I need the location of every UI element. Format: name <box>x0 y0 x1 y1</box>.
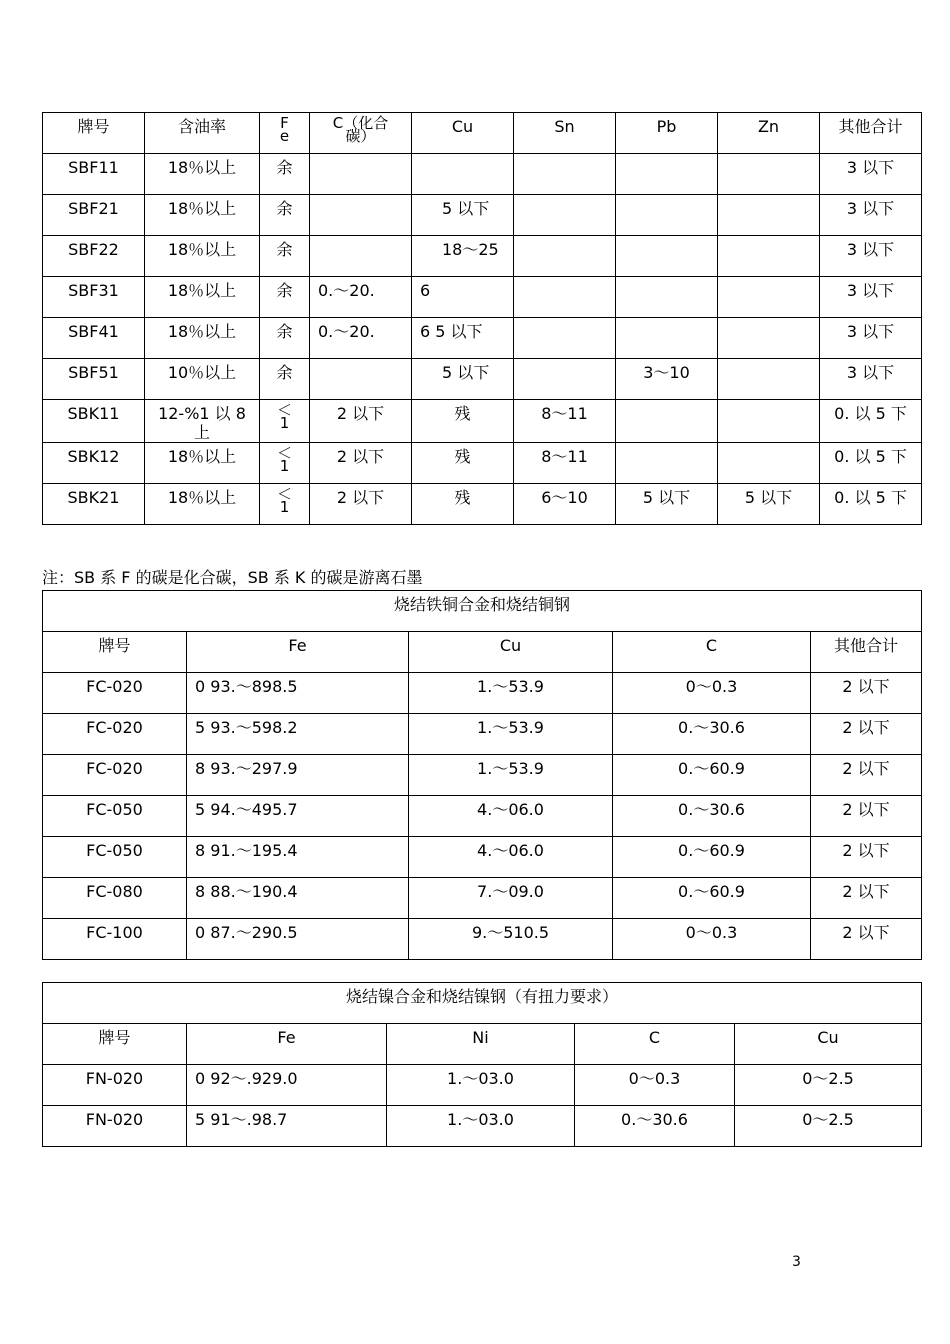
table-cell: 5 以下 <box>718 484 820 525</box>
table-cell <box>718 359 820 400</box>
table-cell: 2 以下 <box>811 837 922 878</box>
table-cell: 6 5 以下 <box>412 318 514 359</box>
table-cell <box>514 359 616 400</box>
table-cell <box>718 195 820 236</box>
page-number: 3 <box>792 1254 801 1270</box>
table-cell <box>514 154 616 195</box>
table-cell: SBF51 <box>43 359 145 400</box>
table-cell: 6～10 <box>514 484 616 525</box>
table-cell: 5 以下 <box>412 359 514 400</box>
table-cell: C <box>613 632 811 673</box>
table-cell: SBK21 <box>43 484 145 525</box>
table-cell: 4.～06.0 <box>409 796 613 837</box>
table-row <box>43 714 922 755</box>
table-cell <box>310 154 412 195</box>
table-cell: 牌号 <box>43 632 187 673</box>
table-cell: 10％以上 <box>145 359 260 400</box>
table-cell: 残 <box>412 443 514 484</box>
table-row <box>43 919 922 960</box>
table-cell: 0.～30.6 <box>613 796 811 837</box>
table-cell: 8～11 <box>514 400 616 443</box>
header-row <box>43 113 922 154</box>
table-cell: 8 93.～297.9 <box>187 755 409 796</box>
table-cell: 2 以下 <box>310 443 412 484</box>
table-cell: SBF21 <box>43 195 145 236</box>
table-cell: 0.～20. <box>310 277 412 318</box>
table-cell: 6 <box>412 277 514 318</box>
table-cell: FC-020 <box>43 714 187 755</box>
table-cell <box>514 236 616 277</box>
table-cell: Pb <box>616 113 718 154</box>
table-cell: SBF11 <box>43 154 145 195</box>
table-cell: 1.～53.9 <box>409 714 613 755</box>
table-cell: 5 94.～495.7 <box>187 796 409 837</box>
table-cell: FC-080 <box>43 878 187 919</box>
table-cell <box>718 443 820 484</box>
table-cell: Cu <box>409 632 613 673</box>
table-cell: 2 以下 <box>310 400 412 443</box>
table-caption: 烧结铁铜合金和烧结铜钢 <box>43 591 922 632</box>
table-row <box>43 484 922 525</box>
table-row <box>43 1065 922 1106</box>
table-cell: 7.～09.0 <box>409 878 613 919</box>
table-cell: 余 <box>260 154 310 195</box>
table-cell: 0～0.3 <box>613 919 811 960</box>
table-cell: Fe <box>187 1024 387 1065</box>
table-cell <box>718 236 820 277</box>
table-cell: 18％以上 <box>145 154 260 195</box>
table-cell: 4.～06.0 <box>409 837 613 878</box>
table-row <box>43 195 922 236</box>
table-cell: 0 92～.929.0 <box>187 1065 387 1106</box>
table-cell: 3 以下 <box>820 318 922 359</box>
iron-copper-alloy-table <box>42 590 922 960</box>
table-cell: FN-020 <box>43 1065 187 1106</box>
table-cell: 1.～03.0 <box>387 1106 575 1147</box>
table-row <box>43 837 922 878</box>
table-cell: SBK12 <box>43 443 145 484</box>
table-cell: 牌号 <box>43 1024 187 1065</box>
table-cell: 牌号 <box>43 113 145 154</box>
table-cell: 5 91～.98.7 <box>187 1106 387 1147</box>
table-cell: ＜ 1 <box>260 484 310 525</box>
table-cell: Ni <box>387 1024 575 1065</box>
table-cell: 余 <box>260 318 310 359</box>
table-cell: 0～2.5 <box>735 1065 922 1106</box>
table-row <box>43 878 922 919</box>
table-cell: 18～25 <box>412 236 514 277</box>
table-cell: 0 87.～290.5 <box>187 919 409 960</box>
table-cell: 0.～30.6 <box>613 714 811 755</box>
table-cell: Sn <box>514 113 616 154</box>
table-cell: 0.～60.9 <box>613 878 811 919</box>
table-row <box>43 673 922 714</box>
table-cell <box>616 154 718 195</box>
table-cell: 0. 以 5 下 <box>820 443 922 484</box>
table-cell: 3 以下 <box>820 277 922 318</box>
table-row <box>43 154 922 195</box>
table-cell: 8 88.～190.4 <box>187 878 409 919</box>
table-row <box>43 277 922 318</box>
table-cell: SBF31 <box>43 277 145 318</box>
table-cell: FC-100 <box>43 919 187 960</box>
table-cell: 18％以上 <box>145 277 260 318</box>
table-cell <box>514 277 616 318</box>
table-cell: 12-%1 以 8 上 <box>145 400 260 443</box>
table-cell: 2 以下 <box>310 484 412 525</box>
table-cell: ＜ 1 <box>260 400 310 443</box>
table-cell: SBF22 <box>43 236 145 277</box>
table-row <box>43 755 922 796</box>
table-cell <box>616 318 718 359</box>
table-cell: 残 <box>412 484 514 525</box>
table-cell: 其他合计 <box>820 113 922 154</box>
table-cell: F e <box>260 113 310 154</box>
table-row <box>43 796 922 837</box>
table-cell: FC-050 <box>43 796 187 837</box>
table-cell: 3 以下 <box>820 154 922 195</box>
table-cell: 0 93.～898.5 <box>187 673 409 714</box>
table-cell <box>718 154 820 195</box>
table-cell: C <box>575 1024 735 1065</box>
table-cell: Fe <box>187 632 409 673</box>
table-cell <box>616 236 718 277</box>
table-cell: 余 <box>260 195 310 236</box>
table-cell: FC-050 <box>43 837 187 878</box>
table-cell: 1.～03.0 <box>387 1065 575 1106</box>
table-cell: 残 <box>412 400 514 443</box>
table-cell: Cu <box>735 1024 922 1065</box>
table-cell <box>310 236 412 277</box>
table-cell: 余 <box>260 277 310 318</box>
table-cell: 0. 以 5 下 <box>820 400 922 443</box>
header-row <box>43 1024 922 1065</box>
table-cell: 0.～20. <box>310 318 412 359</box>
header-row <box>43 632 922 673</box>
table-row <box>43 359 922 400</box>
table-cell <box>718 400 820 443</box>
table-cell <box>514 318 616 359</box>
table-cell: 余 <box>260 236 310 277</box>
table-cell: 0.～30.6 <box>575 1106 735 1147</box>
table-row <box>43 400 922 443</box>
table-cell <box>718 277 820 318</box>
table-cell <box>616 277 718 318</box>
table-caption: 烧结镍合金和烧结镍钢（有扭力要求） <box>43 983 922 1024</box>
oil-bearing-alloy-table <box>42 112 922 525</box>
table-cell: FC-020 <box>43 673 187 714</box>
table-cell <box>718 318 820 359</box>
table-cell <box>310 359 412 400</box>
table-cell <box>412 154 514 195</box>
table-cell: 3 以下 <box>820 236 922 277</box>
table-row <box>43 318 922 359</box>
table-cell: Zn <box>718 113 820 154</box>
table-cell: 0～2.5 <box>735 1106 922 1147</box>
table-cell: 18％以上 <box>145 195 260 236</box>
table-cell: 5 以下 <box>412 195 514 236</box>
table-cell: 5 以下 <box>616 484 718 525</box>
table-cell: 3 以下 <box>820 195 922 236</box>
table-cell: 2 以下 <box>811 878 922 919</box>
table-cell: 1.～53.9 <box>409 673 613 714</box>
table-cell: 9.～510.5 <box>409 919 613 960</box>
table-cell: C（化合 碳） <box>310 113 412 154</box>
table-cell: 0. 以 5 下 <box>820 484 922 525</box>
table-cell: 8 91.～195.4 <box>187 837 409 878</box>
table-cell: 2 以下 <box>811 673 922 714</box>
table-cell: Cu <box>412 113 514 154</box>
table-cell: FN-020 <box>43 1106 187 1147</box>
table-cell: 5 93.～598.2 <box>187 714 409 755</box>
table-note: 注：SB 系 F 的碳是化合碳，SB 系 K 的碳是游离石墨 <box>42 568 423 587</box>
table-cell: 余 <box>260 359 310 400</box>
table-cell: SBK11 <box>43 400 145 443</box>
table-row <box>43 1106 922 1147</box>
table-cell: 其他合计 <box>811 632 922 673</box>
table-cell <box>616 443 718 484</box>
table-cell: 0～0.3 <box>575 1065 735 1106</box>
table-cell: 8～11 <box>514 443 616 484</box>
table-cell: ＜ 1 <box>260 443 310 484</box>
table-cell: 0.～60.9 <box>613 837 811 878</box>
table-cell: 2 以下 <box>811 755 922 796</box>
table-row <box>43 236 922 277</box>
table-cell: 含油率 <box>145 113 260 154</box>
table-cell: 0.～60.9 <box>613 755 811 796</box>
nickel-alloy-table <box>42 982 922 1147</box>
table-cell: 18％以上 <box>145 484 260 525</box>
table-cell: 2 以下 <box>811 796 922 837</box>
table-cell: 18％以上 <box>145 443 260 484</box>
table-cell: 3 以下 <box>820 359 922 400</box>
table-cell: 18％以上 <box>145 236 260 277</box>
table-cell: FC-020 <box>43 755 187 796</box>
table-cell <box>616 400 718 443</box>
table-cell: 18％以上 <box>145 318 260 359</box>
table-cell <box>310 195 412 236</box>
table-row <box>43 443 922 484</box>
table-cell: 1.～53.9 <box>409 755 613 796</box>
table-cell: SBF41 <box>43 318 145 359</box>
table-cell <box>616 195 718 236</box>
table-cell: 2 以下 <box>811 714 922 755</box>
table-cell: 2 以下 <box>811 919 922 960</box>
table-cell: 3～10 <box>616 359 718 400</box>
table-cell <box>514 195 616 236</box>
table-cell: 0～0.3 <box>613 673 811 714</box>
